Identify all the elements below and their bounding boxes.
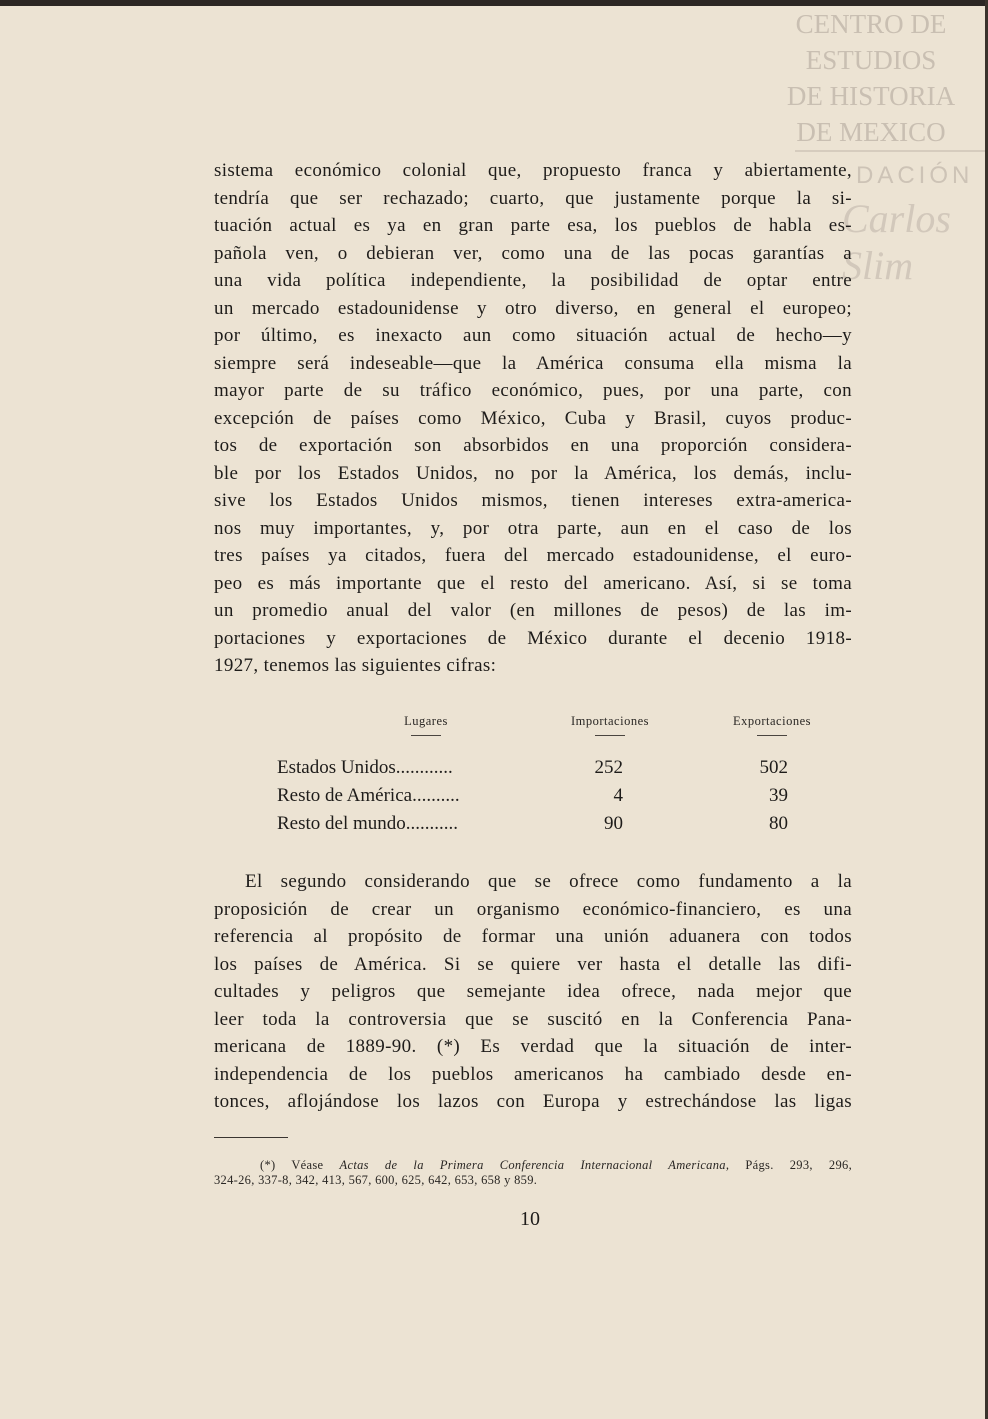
row-place xyxy=(277,813,567,835)
text-line: peo es más importante que el resto del americano. Así, si se toma xyxy=(214,572,852,594)
text-line: leer toda la controversia que se suscitó en la Conferencia Pana- xyxy=(214,1008,852,1030)
text-line: referencia al propósito de formar una unión aduanera con todos xyxy=(214,926,852,947)
paragraph-continuation xyxy=(214,157,852,680)
header-imports-label: Importaciones xyxy=(570,714,649,728)
text-line: pañola ven, o debieran ver, como una de las pocas garantías a xyxy=(214,242,852,264)
row-imports: 4 xyxy=(613,785,623,806)
text-line: excepción de países como México, Cuba y Brasil, cuyos produc- xyxy=(214,407,852,429)
footnote-pages: Págs. 293, 296, xyxy=(745,1158,852,1172)
watermark-foundation: DACIÓN xyxy=(856,162,974,189)
table-row xyxy=(0,785,985,813)
text-line: independencia de los pueblos americanos ha cambiado desde en- xyxy=(214,1063,852,1085)
header-places xyxy=(366,714,486,736)
row-place xyxy=(277,785,567,807)
watermark-line: CENTRO DE xyxy=(795,9,947,39)
watermark-line: DE HISTORIA xyxy=(786,81,956,111)
leader-dots: ............ xyxy=(395,757,453,778)
header-rule xyxy=(757,735,787,736)
footnote xyxy=(214,1158,852,1188)
header-imports xyxy=(550,714,670,736)
header-places-label: Lugares xyxy=(404,714,448,728)
text-line: ble por los Estados Unidos, no por la América, los demás, inclu- xyxy=(214,462,852,484)
watermark-line: ESTUDIOS xyxy=(805,45,937,75)
footnote-title: Actas de la Primera Conferencia Internacional Americana, xyxy=(339,1158,730,1172)
leader-dots: ........... xyxy=(405,813,459,834)
text-line: portaciones y exportaciones de México durante el decenio 1918- xyxy=(214,627,852,649)
footnote-line: 324-26, 337-8, 342, 413, 567, 600, 625, 642, 653, 658 y 859. xyxy=(214,1173,538,1187)
text-line: cultades y peligros que semejante idea ofrece, nada mejor que xyxy=(214,981,852,1002)
place-name: Resto del mundo xyxy=(277,813,406,834)
table-row xyxy=(0,757,985,785)
watermark-signature: Carlos Slim xyxy=(842,196,951,288)
place-name: Estados Unidos xyxy=(277,757,396,778)
text-line: mayor parte de su tráfico económico, pues, por una parte, con xyxy=(214,380,852,401)
row-exports: 502 xyxy=(759,757,788,778)
text-line: proposición de crear un organismo económico-financiero, es una xyxy=(214,898,852,920)
text-line: una vida política independiente, la posibilidad de optar entre xyxy=(214,270,852,291)
watermark-line: DE MEXICO xyxy=(796,117,946,147)
text-line: un promedio anual del valor (en millones de pesos) de las im- xyxy=(214,600,852,621)
text-line: tendría que ser rechazado; cuarto, que justamente porque la si- xyxy=(214,187,852,209)
table-row xyxy=(0,813,985,841)
text-line: tres países ya citados, fuera del mercado estadounidense, el euro- xyxy=(214,545,852,566)
text-line: un mercado estadounidense y otro diverso, en general el europeo; xyxy=(214,297,852,319)
text-line: sistema económico colonial que, propuesto franca y abiertamente, xyxy=(214,160,852,181)
header-exports-label: Exportaciones xyxy=(732,714,811,728)
footnote-marker: (*) Véase xyxy=(260,1158,324,1172)
text-line: siempre será indeseable—que la América consuma ella misma la xyxy=(214,352,852,374)
watermark-institution xyxy=(771,6,971,150)
header-rule xyxy=(595,735,625,736)
row-place xyxy=(277,757,567,779)
row-exports: 39 xyxy=(769,785,788,806)
text-line: por último, es inexacto aun como situación actual de hecho—y xyxy=(214,325,852,346)
footnote-rule xyxy=(214,1137,288,1138)
footnote-line xyxy=(214,1158,852,1173)
text-line: 1927, tenemos las siguientes cifras: xyxy=(214,655,497,676)
header-exports xyxy=(712,714,832,736)
watermark-divider xyxy=(795,150,988,152)
row-imports: 252 xyxy=(594,757,623,778)
text-line: mericana de 1889-90. (*) Es verdad que la situación de inter- xyxy=(214,1036,852,1057)
text-line: El segundo considerando que se ofrece como fundamento a la xyxy=(245,871,852,892)
text-line: tonces, aflojándose los lazos con Europa y estrechándose las ligas xyxy=(214,1091,852,1112)
text-line: nos muy importantes, y, por otra parte, aun en el caso de los xyxy=(214,517,852,539)
place-name: Resto de América xyxy=(277,785,413,806)
paragraph-second-considering xyxy=(214,868,852,1116)
page-number: 10 xyxy=(520,1208,540,1230)
text-line: sive los Estados Unidos mismos, tienen intereses extra-america- xyxy=(214,490,852,511)
row-imports: 90 xyxy=(604,813,623,834)
text-line: tos de exportación son absorbidos en una proporción considera- xyxy=(214,435,852,456)
text-line: los países de América. Si se quiere ver hasta el detalle las difi- xyxy=(214,953,852,975)
leader-dots: .......... xyxy=(412,785,460,806)
row-exports: 80 xyxy=(769,813,788,834)
header-rule xyxy=(411,735,441,736)
text-line: tuación actual es ya en gran parte esa, los pueblos de habla es- xyxy=(214,215,852,236)
